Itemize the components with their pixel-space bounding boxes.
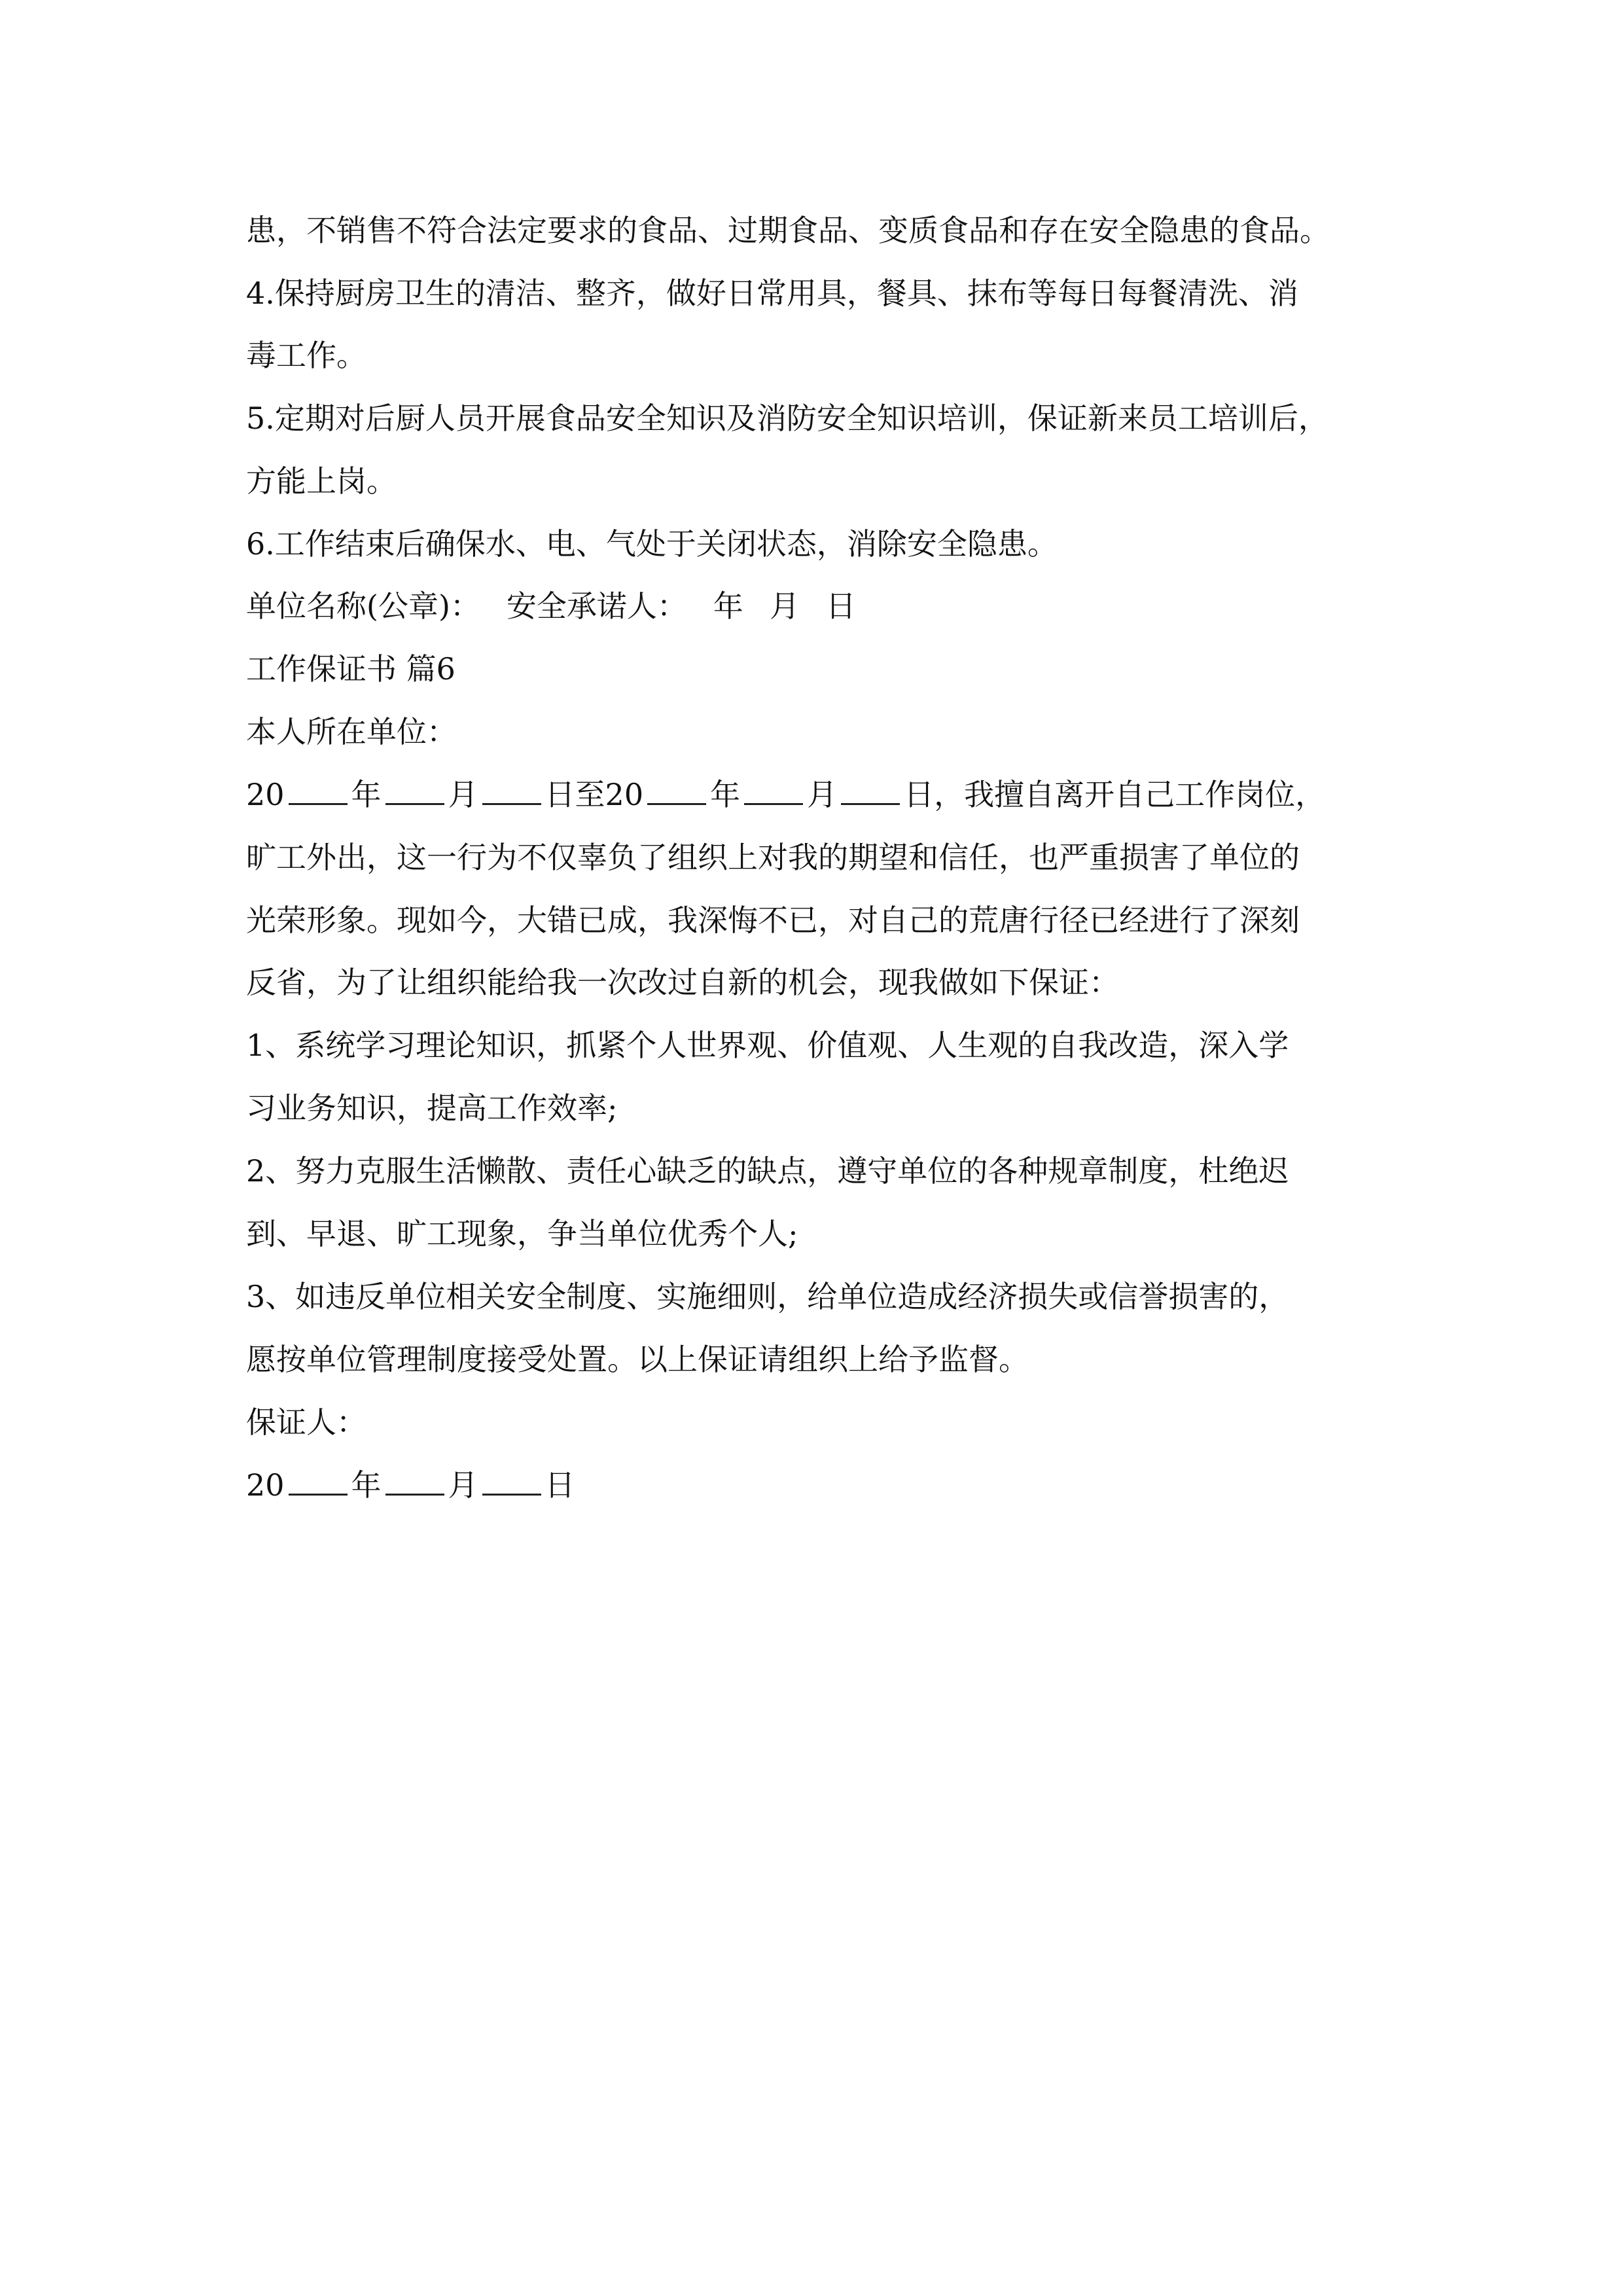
year-label: 年	[351, 777, 382, 812]
day-blank-2	[841, 777, 900, 805]
year-label: 年	[713, 588, 743, 624]
month-blank	[385, 777, 444, 805]
text-line: 6.工作结束后确保水、电、气处于关闭状态，消除安全隐患。	[246, 526, 1058, 562]
year-prefix-2: 20	[605, 777, 644, 812]
month-label: 月	[769, 588, 800, 624]
month-label: 月	[448, 777, 478, 812]
guarantor-label: 保证人：	[246, 1405, 366, 1440]
text-line: 毒工作。	[246, 338, 366, 373]
text-line: 愿按单位管理制度接受处置。以上保证请组织上给予监督。	[246, 1342, 1029, 1377]
unit-name-label: 单位名称(公章)：	[246, 588, 480, 624]
text-line: 光荣形象。现如今，大错已成，我深悔不已，对自己的荒唐行径已经进行了深刻	[246, 903, 1300, 938]
day-blank	[482, 1467, 541, 1496]
month-label-2: 月	[807, 777, 838, 812]
text-line: 患，不销售不符合法定要求的食品、过期食品、变质食品和存在安全隐患的食品。	[246, 213, 1330, 248]
day-blank	[482, 777, 541, 805]
text-line: 方能上岗。	[246, 463, 397, 499]
final-date-line	[246, 1462, 575, 1508]
year-label: 年	[351, 1467, 382, 1503]
text-line: 4.保持厨房卫生的清洁、整齐，做好日常用具，餐具、抹布等每日每餐清洗、消	[246, 276, 1298, 311]
text-line: 1、系统学习理论知识，抓紧个人世界观、价值观、人生观的自我改造，深入学	[246, 1028, 1289, 1063]
day-label: 日	[544, 1467, 575, 1503]
year-blank-2	[647, 777, 706, 805]
promiser-label: 安全承诺人：	[506, 588, 687, 624]
month-blank	[385, 1467, 444, 1496]
text-line: 习业务知识，提高工作效率;	[246, 1090, 618, 1126]
text-line: 旷工外出，这一行为不仅辜负了组织上对我的期望和信任，也严重损害了单位的	[246, 840, 1300, 875]
text-line: 3、如违反单位相关安全制度、实施细则，给单位造成经济损失或信誉损害的，	[246, 1279, 1289, 1314]
text-line: 到、早退、旷工现象，争当单位优秀个人;	[246, 1216, 798, 1251]
salutation: 本人所在单位：	[246, 714, 457, 749]
day-to-label: 日至	[544, 777, 605, 812]
text-line: 5.定期对后厨人员开展食品安全知识及消防安全知识培训，保证新来员工培训后，	[246, 401, 1329, 436]
date-range-suffix: 日，我擅自离开自己工作岗位，	[904, 777, 1326, 812]
signature-line	[246, 583, 856, 629]
year-prefix: 20	[246, 1467, 285, 1503]
year-prefix: 20	[246, 777, 285, 812]
day-label: 日	[825, 588, 856, 624]
month-blank-2	[744, 777, 803, 805]
text-line: 2、努力克服生活懒散、责任心缺乏的缺点，遵守单位的各种规章制度，杜绝迟	[246, 1153, 1289, 1189]
month-label: 月	[448, 1467, 478, 1503]
date-range-line	[246, 772, 1325, 817]
year-label-2: 年	[710, 777, 741, 812]
year-blank	[289, 777, 348, 805]
text-line: 反省，为了让组织能给我一次改过自新的机会，现我做如下保证：	[246, 965, 1119, 1000]
section-title: 工作保证书 篇6	[246, 651, 455, 687]
year-blank	[289, 1467, 348, 1496]
